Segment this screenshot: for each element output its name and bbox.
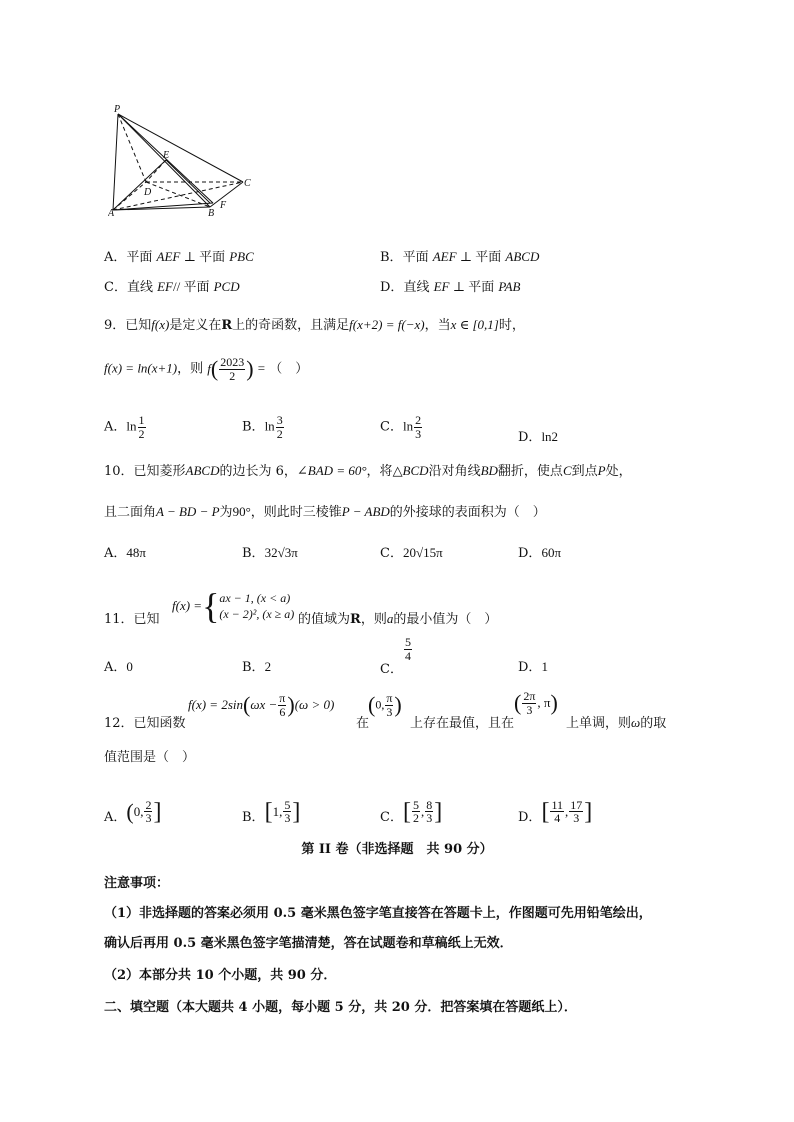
- q11-function: f(x) ={ ax − 1, (x < a) (x − 2)², (x ≥ a): [172, 586, 295, 626]
- part-2-heading: 二、填空题（本大题共 4 小题，每小题 5 分，共 20 分．把答案填在答题纸上）．: [104, 1000, 577, 1015]
- q12-option-c: C．[ $\frac{5}{2}$ , $\frac{8}{3}$ ]: [380, 797, 443, 826]
- q9-option-c: C．ln $\frac{2}{3}$: [380, 413, 422, 441]
- q10-stem-line1: 10．已知菱形ABCD的边长为 6，∠BAD = 60°，将△BCD沿对角线BD翻折，使点C到点P处，: [104, 463, 632, 479]
- q12-t1: 在: [356, 716, 370, 731]
- q8-option-a: A．平面 AEF ⊥ 平面 PBC: [104, 249, 254, 265]
- notes-heading: 注意事项：: [104, 876, 170, 891]
- label-F: F: [220, 200, 227, 211]
- note-2: （2）本部分共 10 个小题，共 90 分．: [104, 968, 337, 983]
- q12-function: f(x) = 2sin(ωx − $\frac{\pi}{6}$ )(ω > 0): [188, 691, 335, 719]
- q10-option-d: D．60π: [518, 545, 562, 561]
- q12-option-a: A．(0, $\frac{2}{3}$ ]: [104, 797, 162, 826]
- q8-option-c: C．直线 EF// 平面 PCD: [104, 279, 240, 295]
- label-P: P: [114, 104, 121, 115]
- q12-interval-1: (0, $\frac{\pi}{3}$ ): [368, 691, 402, 719]
- q10-stem-line2: 且二面角A − BD − P为90°，则此时三棱锥P − ABD的外接球的表面积为（ ）: [104, 504, 546, 520]
- label-A: A: [108, 208, 115, 219]
- q11-option-b: B．2: [242, 659, 272, 675]
- q12-t3: 上单调，则ω的取: [566, 715, 667, 731]
- label-B: B: [208, 208, 215, 219]
- q12-interval-2: ( $\frac{2\pi}{3}$ , π): [514, 689, 558, 717]
- q11-option-c: C． $\frac{5}{4}$: [380, 635, 411, 677]
- q9-stem-line1: 9．已知f(x)是定义在R上的奇函数，且满足f(x+2) = f(−x)，当x ∈ [0,1]时，: [104, 317, 525, 333]
- pyramid-figure: [108, 100, 258, 220]
- q12-num: 12．已知函数: [104, 716, 186, 731]
- label-E: E: [163, 150, 170, 161]
- q8-option-b: B．平面 AEF ⊥ 平面 ABCD: [380, 249, 540, 265]
- q12-stem-line2: 值范围是（ ）: [104, 750, 196, 765]
- q9-option-d: D．ln2: [518, 429, 559, 445]
- label-C: C: [244, 178, 251, 189]
- q11-stem-rest: 的值域为R，则a的最小值为（ ）: [298, 611, 498, 627]
- q10-option-b: B．32√3π: [242, 545, 298, 561]
- q12-t2: 上存在最值，且在: [410, 716, 515, 731]
- section-title: 第 II 卷（非选择题 共 90 分）: [301, 842, 493, 857]
- q11-option-d: D．1: [518, 659, 548, 675]
- q8-option-d: D．直线 EF ⊥ 平面 PAB: [380, 279, 521, 295]
- q11-num: 11．已知: [104, 612, 160, 627]
- q9-stem-line2: f(x) = ln(x+1)，则 f( $\frac{2023}{2}$ ) = （ ）: [104, 355, 309, 383]
- q12-option-b: B．[1, $\frac{5}{3}$ ]: [242, 797, 301, 826]
- q9-option-b: B．ln $\frac{3}{2}$: [242, 413, 283, 441]
- q9-option-a: A．ln $\frac{1}{2}$: [104, 413, 145, 441]
- q11-option-a: A．0: [104, 659, 133, 675]
- label-D: D: [144, 187, 152, 198]
- q10-option-c: C．20√15π: [380, 545, 443, 561]
- note-1-line-1: （1）非选择题的答案必须用 0.5 毫米黑色签字笔直接答在答题卡上，作图题可先用铅笔绘出，: [104, 906, 652, 921]
- note-1-line-2: 确认后再用 0.5 毫米黑色签字笔描清楚，答在试题卷和草稿纸上无效．: [104, 936, 513, 951]
- q10-option-a: A．48π: [104, 545, 146, 561]
- q12-option-d: D．[ $\frac{11}{4}$ , $\frac{17}{3}$ ]: [518, 797, 593, 826]
